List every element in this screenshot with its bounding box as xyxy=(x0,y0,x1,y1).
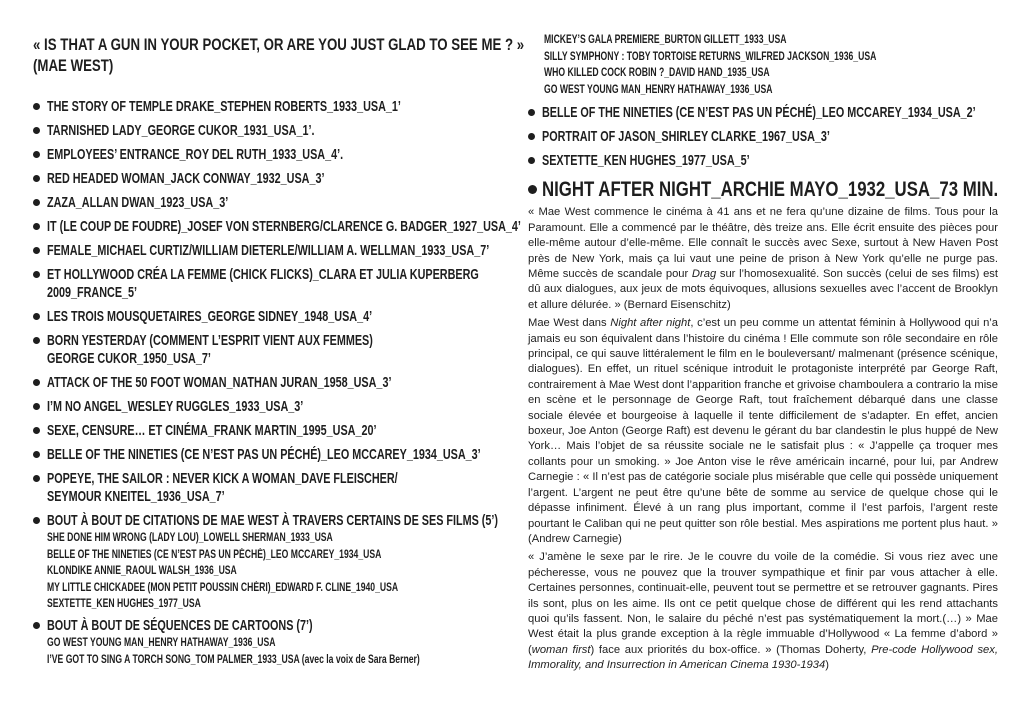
film-entry: ZAZA_ALLAN DWAN_1923_USA_3’ xyxy=(47,194,229,211)
bullet-icon xyxy=(33,223,40,230)
feature-film xyxy=(528,178,998,202)
film-entry: POPEYE, THE SAILOR : NEVER KICK A WOMAN_DAVE FLEISCHER/ xyxy=(47,470,398,487)
sub-film-entry: KLONDIKE ANNIE_RAOUL WALSH_1936_USA xyxy=(47,565,237,578)
film-entry: PORTRAIT OF JASON_SHIRLEY CLARKE_1967_USA_3’ xyxy=(542,128,830,146)
film-entry: LES TROIS MOUSQUETAIRES_GEORGE SIDNEY_1948_USA_4’ xyxy=(47,308,373,325)
bullet-icon xyxy=(528,185,537,194)
bullet-icon xyxy=(33,622,40,629)
list-item xyxy=(33,218,521,236)
film-entry: THE STORY OF TEMPLE DRAKE_STEPHEN ROBERTS_1933_USA_1’ xyxy=(47,98,401,115)
list-item xyxy=(33,422,503,440)
film-entry: RED HEADED WOMAN_JACK CONWAY_1932_USA_3’ xyxy=(47,170,325,187)
sub-film-entry: I’VE GOT TO SING A TORCH SONG_TOM PALMER_1933_USA (avec la voix de Sara Berner) xyxy=(47,653,420,666)
bullet-icon xyxy=(33,337,40,344)
list-item xyxy=(528,152,998,170)
film-entry-cont: GEORGE CUKOR_1950_USA_7’ xyxy=(47,350,211,367)
compilation-film-list xyxy=(47,635,503,668)
paragraph-analysis: Mae West dans Night after night, c’est un peu comme un attentat féminin à Hollywood qui n’a jamais eu son équivalent dans l’histoire du cinéma ! Elle commute son rôle secondaire en rôle principal, ce qui sauve littéralement le film en le bouleversant/ malmenant (présence scénique, dialogues). En effet, un rituel scénique introduit le protagoniste interprété par George Raft, contrairement à Mae West dont l’apparition franche et grivoise chamboulera a contrario la mise en scène et le personnage de George Raft, tout fraîchement débarqué dans une classe sociale élevée et bourgeoise à laquelle il tente difficilement de s’adapter. En effet, ancien boxeur, Joe Anton (George Raft) est devenu le gérant du bar clandestin le plus huppé de New York… Mais l’objet de sa réussite sociale ne le satisfait plus : « J’appelle ça troquer mes collants pour un smoking. » Joe Anton vise le rêve américain incarné, pour lui, par Andrew Carnegie : « Il n’est pas de catégorie sociale plus misérable que celle qui possède uniquement l’argent. L’argent ne peut être qu’une bête de somme au service de quelque chose qui le dépasse infiniment. Élevé à un rang plus important, comme il l’est parfois, l’argent reste pourtant le Caliban qui ne peut quitter son rôle bestial. Mes aspirations me portent plus haut. » (Andrew Carnegie) xyxy=(528,317,998,545)
bullet-icon xyxy=(33,199,40,206)
list-item xyxy=(33,146,503,164)
compilation-title: BOUT À BOUT DE CITATIONS DE MAE WEST À TRAVERS CERTAINS DE SES FILMS (5’) xyxy=(47,512,499,529)
film-entry: BELLE OF THE NINETIES (CE N’EST PAS UN PÉCHÉ)_LEO MCCAREY_1934_USA_3’ xyxy=(47,446,481,463)
bullet-icon xyxy=(33,427,40,434)
list-item xyxy=(33,446,503,464)
sub-film-entry: GO WEST YOUNG MAN_HENRY HATHAWAY_1936_USA xyxy=(47,636,276,649)
film-entry: TARNISHED LADY_GEORGE CUKOR_1931_USA_1’. xyxy=(47,122,315,139)
compilation-title: BOUT À BOUT DE SÉQUENCES DE CARTOONS (7’) xyxy=(47,616,313,634)
bullet-icon xyxy=(33,475,40,482)
film-entry: FEMALE_MICHAEL CURTIZ/WILLIAM DIETERLE/WILLIAM A. WELLMAN_1933_USA_7’ xyxy=(47,242,490,259)
film-entry: IT (LE COUP DE FOUDRE)_JOSEF VON STERNBERG/CLARENCE G. BADGER_1927_USA_4’ xyxy=(47,218,521,235)
bullet-icon xyxy=(528,133,535,140)
bullet-icon xyxy=(33,403,40,410)
sub-film-entry: GO WEST YOUNG MAN_HENRY HATHAWAY_1936_USA xyxy=(544,83,773,96)
list-item xyxy=(33,308,503,326)
compilation-cartoons xyxy=(33,617,503,668)
list-item xyxy=(33,170,503,188)
sub-film-entry: SEXTETTE_KEN HUGHES_1977_USA xyxy=(47,598,201,611)
bullet-icon xyxy=(33,151,40,158)
sub-film-entry: MY LITTLE CHICKADEE (MON PETIT POUSSIN CHÉRI)_EDWARD F. CLINE_1940_USA xyxy=(47,581,399,594)
film-entry: I’M NO ANGEL_WESLEY RUGGLES_1933_USA_3’ xyxy=(47,398,304,415)
bullet-icon xyxy=(33,379,40,386)
compilation-quotes xyxy=(33,512,503,613)
sub-film-entry: SILLY SYMPHONY : TOBY TORTOISE RETURNS_WILFRED JACKSON_1936_USA xyxy=(544,50,877,63)
bullet-icon xyxy=(33,103,40,110)
paragraph-eisenschitz: « Mae West commence le cinéma à 41 ans et ne fera qu’une dizaine de films. Tous pour la Paramount. Elle a commencé par le théâtre, dès treize ans. Elle écrit ensuite des pièces pour elle-même autour d’elle-même. Elle connaît le succès avec Sexe, surtout à New Haven Post près de New York, mais ça lui vaut une peine de prison à New York qu’elle ne purge pas. Même succès de scandale pour Drag sur l’homosexualité. Son succès (celui de ses films) est dû aux dialogues, aux jeux de mots équivoques, allusions sexuelles avec l’accent de Brooklyn et allure délurée. » (Bernard Eisenschitz) xyxy=(528,206,998,311)
bullet-icon xyxy=(33,271,40,278)
bullet-icon xyxy=(33,247,40,254)
list-item xyxy=(33,398,503,416)
film-entry: BORN YESTERDAY (COMMENT L’ESPRIT VIENT AUX FEMMES) xyxy=(47,332,373,349)
feature-film-title: NIGHT AFTER NIGHT_ARCHIE MAYO_1932_USA_73 MIN. xyxy=(542,178,999,202)
list-item xyxy=(33,242,503,260)
left-column xyxy=(33,34,525,668)
right-column xyxy=(528,32,998,674)
film-entry: SEXTETTE_KEN HUGHES_1977_USA_5’ xyxy=(542,152,750,170)
list-item xyxy=(528,104,998,122)
film-entry: EMPLOYEES’ ENTRANCE_ROY DEL RUTH_1933_USA_4’. xyxy=(47,146,344,163)
list-item xyxy=(33,470,503,506)
heading-line-2: (MAE WEST) xyxy=(33,56,114,75)
bullet-icon xyxy=(33,313,40,320)
heading-line-1: « IS THAT A GUN IN YOUR POCKET, OR ARE YOU JUST GLAD TO SEE ME ? » xyxy=(33,35,525,54)
film-entry: BELLE OF THE NINETIES (CE N’EST PAS UN PÉCHÉ)_LEO MCCAREY_1934_USA_2’ xyxy=(542,104,976,122)
bullet-icon xyxy=(33,451,40,458)
list-item xyxy=(33,266,503,302)
paragraph-doherty: « J’amène le sexe par le rire. Je le couvre du voile de la comédie. Si vous riez avec une pécheresse, vous ne pouvez que la trouver sympathique et finir par vous attacher à elle. Certaines personnes, continuait-elle, peuvent tout se permettre et se retrouver gagnants. Pires ils sont, plus on les aime. Ils ont ce petit quelque chose de différent qui les rend attachants quoi qu’ils fassent. Non, le salaire du péché n’est pas systématiquement la mort.(…) » Mae West était la plus grande exception à la règle immuable d’Hollywood « La femme d’abord » (woman first) face aux priorités du box-office. » (Thomas Doherty, Pre-code Hollywood sex, Immorality, and Insurrection in American Cinema 1930-1934) xyxy=(528,551,998,672)
list-item xyxy=(33,122,503,140)
bullet-icon xyxy=(33,175,40,182)
compilation-film-list xyxy=(47,530,503,613)
list-item xyxy=(528,128,998,146)
bullet-icon xyxy=(528,157,535,164)
bullet-icon xyxy=(33,517,40,524)
sub-film-entry: SHE DONE HIM WRONG (LADY LOU)_LOWELL SHERMAN_1933_USA xyxy=(47,532,333,544)
film-entry-cont: SEYMOUR KNEITEL_1936_USA_7’ xyxy=(47,488,225,505)
list-item xyxy=(33,374,503,392)
film-entry: ATTACK OF THE 50 FOOT WOMAN_NATHAN JURAN_1958_USA_3’ xyxy=(47,374,392,391)
bullet-icon xyxy=(33,127,40,134)
list-item xyxy=(33,194,503,212)
cartoon-film-list xyxy=(528,32,998,98)
list-item xyxy=(33,332,503,368)
film-entry: SEXE, CENSURE… ET CINÉMA_FRANK MARTIN_1995_USA_20’ xyxy=(47,422,377,439)
sub-film-entry: BELLE OF THE NINETIES (CE N’EST PAS UN PÉCHÉ)_LEO MCCAREY_1934_USA xyxy=(47,548,382,561)
sub-film-entry: MICKEY’S GALA PREMIERE_BURTON GILLETT_1933_USA xyxy=(544,34,787,46)
section-heading xyxy=(33,34,525,76)
film-entry-cont: 2009_FRANCE_5’ xyxy=(47,284,138,301)
bullet-icon xyxy=(528,109,535,116)
list-item xyxy=(33,98,503,116)
film-entry: ET HOLLYWOOD CRÉA LA FEMME (CHICK FLICKS)_CLARA ET JULIA KUPERBERG xyxy=(47,266,479,283)
sub-film-entry: WHO KILLED COCK ROBIN ?_DAVID HAND_1935_USA xyxy=(544,67,770,80)
